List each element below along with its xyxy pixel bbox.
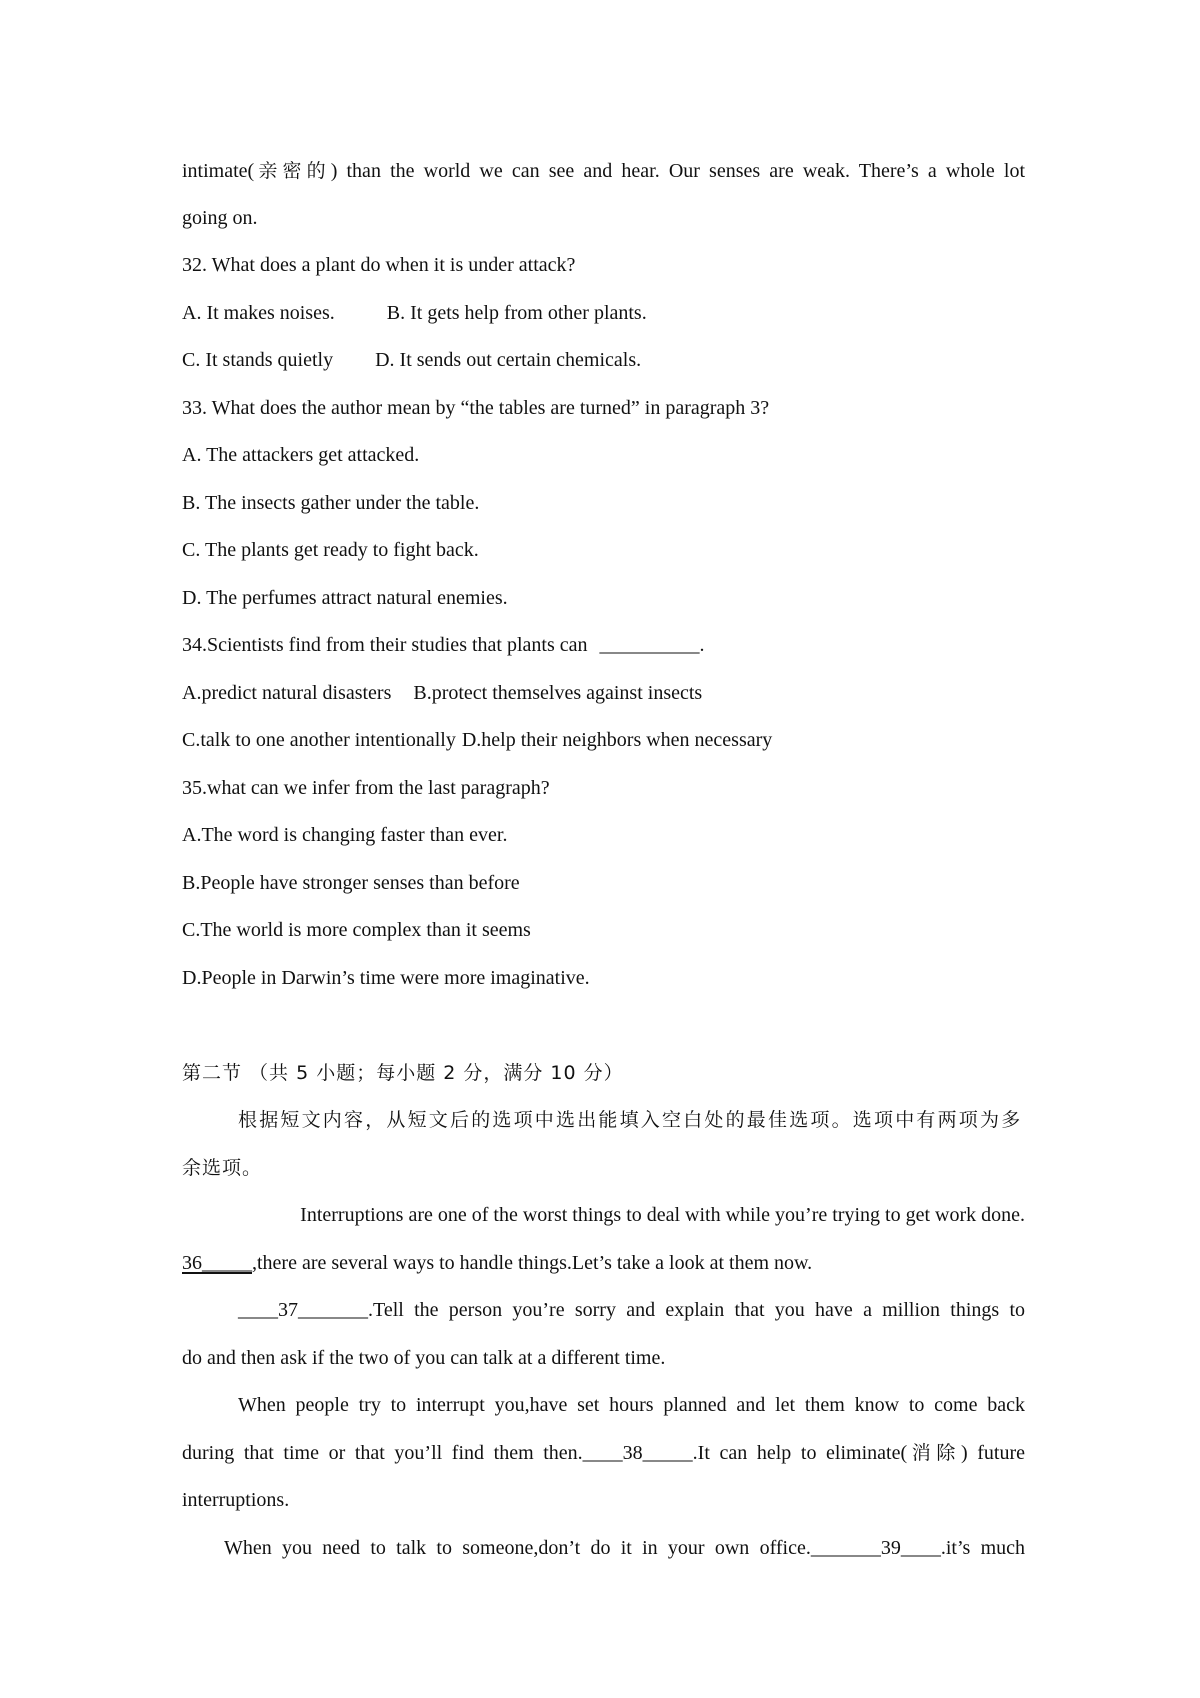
passage-line <box>182 158 1025 184</box>
option-c[interactable]: C. The plants get ready to fight back. <box>182 539 479 561</box>
passage-line: When people try to interrupt you,have set hours planned and let them know to come back <box>238 1394 1025 1416</box>
section-instruction: 根据短文内容，从短文后的选项中选出能填入空白处的最佳选项。选项中有两项为多 <box>238 1109 1023 1131</box>
passage-text: ) future <box>960 1442 1025 1464</box>
option-c[interactable]: C.The world is more complex than it seems <box>182 919 531 941</box>
passage-text: .It can help to eliminate( <box>692 1442 908 1464</box>
passage-line: do and then ask if the two of you can talk at a different time. <box>182 1347 666 1369</box>
option-b[interactable]: B. It gets help from other plants. <box>386 302 647 324</box>
question-stem: 35.what can we infer from the last paragraph? <box>182 777 550 799</box>
passage-text: ) than the world we can see and hear. Our senses are weak. There’s a whole lot <box>330 160 1025 182</box>
section-instruction: 余选项。 <box>182 1157 263 1179</box>
blank-37[interactable]: ____37_______ <box>238 1299 368 1321</box>
option-row <box>182 347 1025 373</box>
option-a[interactable]: A.The word is changing faster than ever. <box>182 824 508 846</box>
passage-text: .it’s much <box>940 1537 1025 1559</box>
option-c[interactable]: C. It stands quietly <box>182 349 334 371</box>
section-heading: 第二节 （共 5 小题；每小题 2 分，满分 10 分） <box>182 1062 624 1084</box>
passage-line: interruptions. <box>182 1489 290 1511</box>
option-d[interactable]: D. The perfumes attract natural enemies. <box>182 587 508 609</box>
answer-blank: __________ <box>599 634 700 656</box>
option-a[interactable]: A.predict natural disasters <box>182 682 392 704</box>
option-d[interactable]: D.help their neighbors when necessary <box>461 729 773 751</box>
option-a[interactable]: A. The attackers get attacked. <box>182 444 420 466</box>
passage-text: ,there are several ways to handle things.Let’s take a look at them now. <box>252 1252 813 1274</box>
passage-text: When you need to talk to someone,don’t do it in your own office. <box>224 1537 811 1559</box>
option-b[interactable]: B.protect themselves against insects <box>413 682 703 704</box>
option-b[interactable]: B.People have stronger senses than before <box>182 872 520 894</box>
blank-39[interactable]: _______39____ <box>810 1537 941 1559</box>
passage-line: going on. <box>182 207 258 229</box>
blank-36[interactable]: 36_____ <box>182 1252 252 1274</box>
option-row <box>182 680 1025 706</box>
blank-38[interactable]: ____38_____ <box>582 1442 693 1464</box>
passage-line <box>224 1535 1025 1561</box>
passage-line: Interruptions are one of the worst things to deal with while you’re trying to get work done. <box>300 1204 1025 1226</box>
question-stem <box>182 632 1025 658</box>
stem-text: . <box>699 634 705 656</box>
passage-line <box>182 1250 1025 1276</box>
passage-gloss: 消除 <box>907 1442 961 1464</box>
question-stem: 32. What does a plant do when it is under attack? <box>182 254 576 276</box>
option-row <box>182 727 1025 753</box>
question-stem: 33. What does the author mean by “the tables are turned” in paragraph 3? <box>182 397 770 419</box>
option-b[interactable]: B. The insects gather under the table. <box>182 492 480 514</box>
passage-gloss: 亲密的 <box>254 160 331 182</box>
passage-text: intimate( <box>182 160 255 182</box>
passage-line <box>182 1440 1025 1466</box>
option-d[interactable]: D. It sends out certain chemicals. <box>375 349 642 371</box>
option-c[interactable]: C.talk to one another intentionally <box>182 729 456 751</box>
passage-text: .Tell the person you’re sorry and explain that you have a million things to <box>368 1299 1025 1321</box>
passage-text: during that time or that you’ll find them then. <box>182 1442 583 1464</box>
option-d[interactable]: D.People in Darwin’s time were more imaginative. <box>182 967 590 989</box>
passage-line <box>238 1297 1025 1323</box>
option-a[interactable]: A. It makes noises. <box>182 302 335 324</box>
stem-text: 34.Scientists find from their studies that plants can <box>182 634 588 656</box>
option-row <box>182 300 1025 326</box>
